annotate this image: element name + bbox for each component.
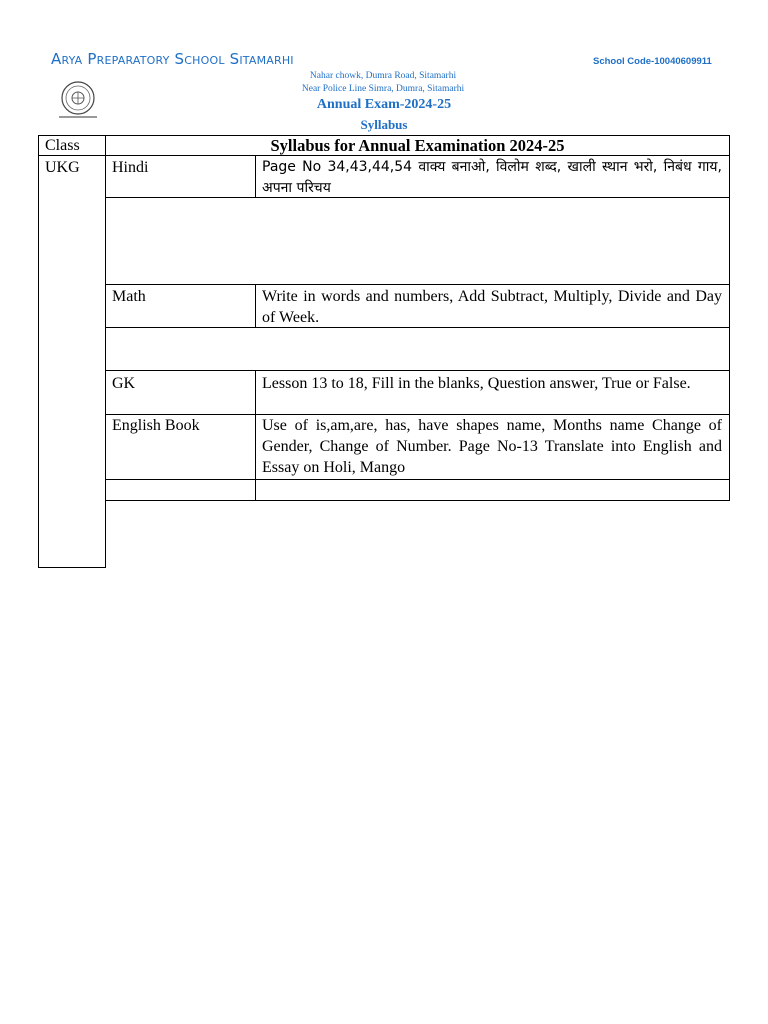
subject-gk: GK [112, 375, 136, 392]
subject-english-book: English Book [112, 417, 200, 434]
school-code: School Code-10040609911 [593, 56, 712, 67]
class-name: UKG [45, 159, 80, 176]
school-name: Arya Preparatory School Sitamarhi [51, 50, 294, 68]
subject-math: Math [112, 288, 146, 305]
address-line-2: Near Police Line Simra, Dumra, Sitamarhi [301, 84, 465, 94]
content-hindi: Page No 34,43,44,54 वाक्य बनाओ, विलोम शब्द, खाली स्थान भरो, निबंध गाय, अपना परिचय [262, 159, 722, 196]
class-column-header: Class [45, 137, 80, 154]
exam-title: Annual Exam-2024-25 [316, 97, 452, 112]
content-math: Write in words and numbers, Add Subtract, Multiply, Divide and Day of Week. [262, 288, 722, 326]
address-line-1: Nahar chowk, Dumra Road, Sitamarhi [309, 71, 457, 81]
syllabus-title: Syllabus [360, 117, 408, 132]
content-gk: Lesson 13 to 18, Fill in the blanks, Question answer, True or False. [262, 375, 691, 392]
content-english-book: Use of is,am,are, has, have shapes name, Months name Change of Gender, Change of Number. Page No-13 Translate into English and Essay on Holi, Mango [262, 417, 722, 476]
subject-hindi: Hindi [112, 159, 149, 176]
school-logo-icon [57, 80, 99, 118]
table-title: Syllabus for Annual Examination 2024-25 [270, 136, 565, 155]
